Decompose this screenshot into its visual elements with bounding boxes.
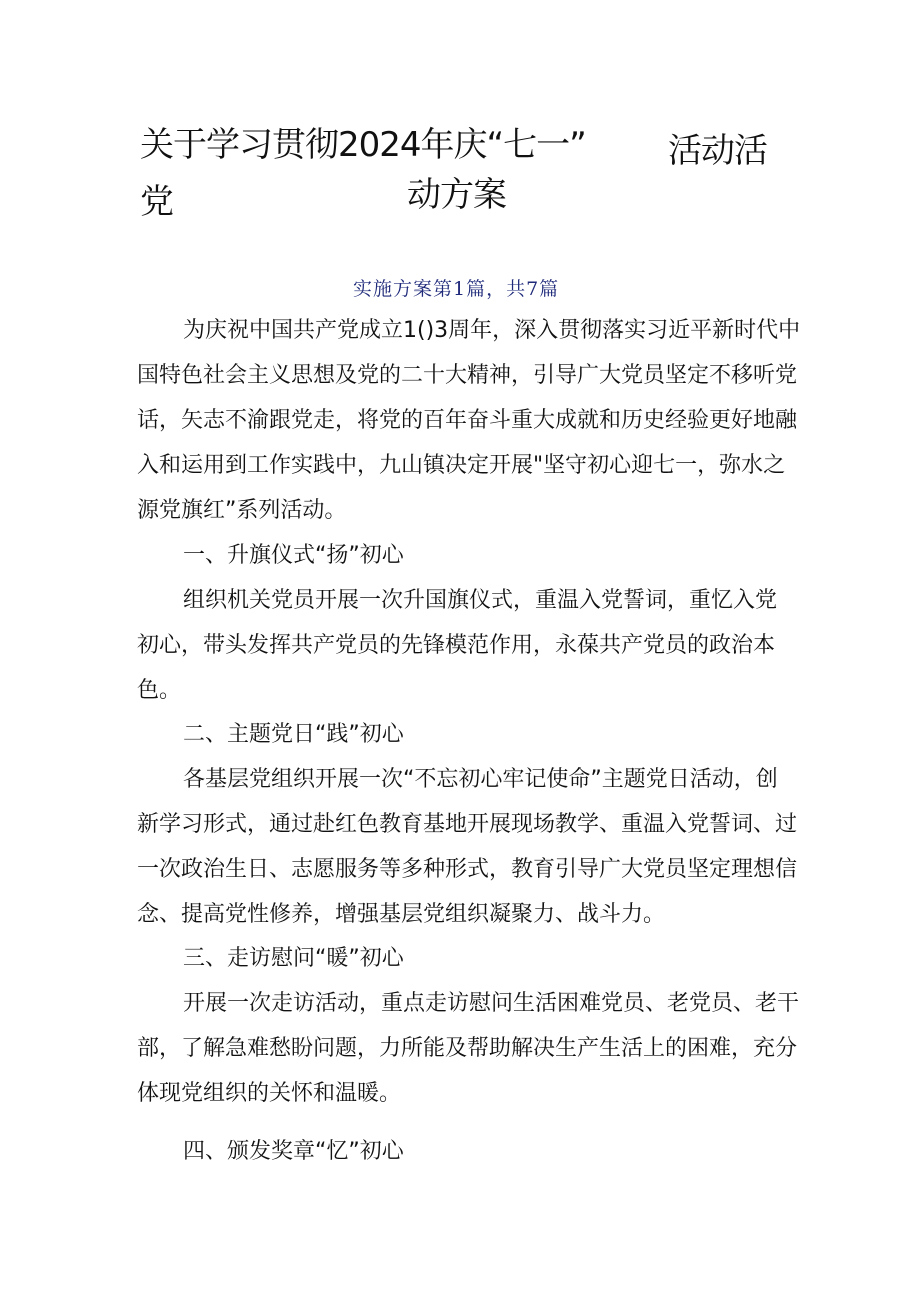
section-heading-3: 三、走访慰问“暖”初心 — [183, 946, 404, 971]
section-2-line: 各基层党组织开展一次“不忘初心牢记使命”主题党日活动，创 — [183, 767, 778, 792]
document-title-line1-right: 活动活 — [668, 131, 767, 171]
intro-line: 国特色社会主义思想及党的二十大精神，引导广大党员坚定不移听党 — [137, 363, 798, 388]
intro-line: 源党旗红”系列活动。 — [137, 498, 347, 523]
section-heading-2: 二、主题党日“践”初心 — [183, 722, 404, 747]
section-1-line: 色。 — [137, 678, 182, 703]
section-3-line: 体现党组织的关怀和温暖。 — [137, 1081, 402, 1106]
section-heading-1: 一、升旗仪式“扬”初心 — [183, 543, 404, 568]
section-2-line: 新学习形式，通过赴红色教育基地开展现场教学、重温入党誓词、过 — [137, 812, 798, 837]
section-3-line: 开展一次走访活动，重点走访慰问生活困难党员、老党员、老干 — [183, 991, 800, 1016]
intro-line: 为庆祝中国共产党成立1()3周年，深入贯彻落实习近平新时代中 — [183, 318, 801, 343]
document-title-line1: 关于学习贯彻2024年庆“七一” — [140, 125, 586, 165]
section-2-line: 念、提高党性修养，增强基层党组织凝聚力、战斗力。 — [137, 902, 666, 927]
document-title-line2-center: 动方案 — [407, 175, 506, 215]
document-title-line2-left: 党 — [140, 182, 173, 222]
section-heading-4: 四、颁发奖章“忆”初心 — [183, 1139, 404, 1164]
intro-line: 话，矢志不渝跟党走，将党的百年奋斗重大成就和历史经验更好地融 — [137, 408, 798, 433]
section-1-line: 组织机关党员开展一次升国旗仪式，重温入党誓词，重忆入党 — [183, 588, 778, 613]
document-subtitle: 实施方案第1篇，共7篇 — [353, 278, 560, 300]
intro-line: 入和运用到工作实践中，九山镇决定开展"坚守初心迎七一，弥水之 — [137, 453, 786, 478]
section-1-line: 初心，带头发挥共产党员的先锋模范作用，永葆共产党员的政治本 — [137, 633, 776, 658]
section-2-line: 一次政治生日、志愿服务等多种形式，教育引导广大党员坚定理想信 — [137, 857, 798, 882]
section-3-line: 部，了解急难愁盼问题，力所能及帮助解决生产生活上的困难，充分 — [137, 1036, 798, 1061]
